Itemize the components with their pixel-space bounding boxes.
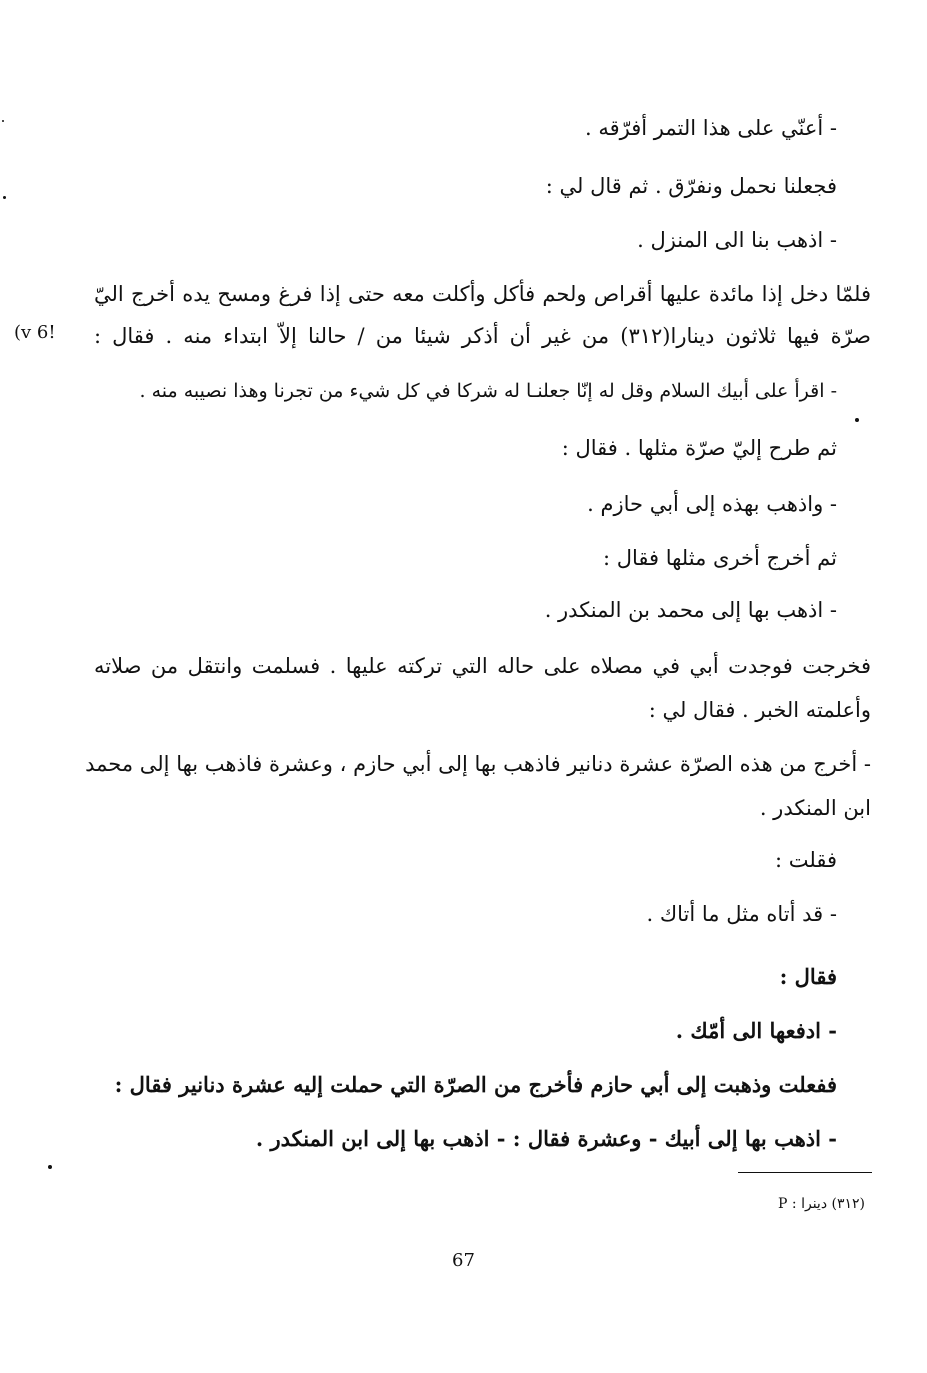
text-line: - أعنّي على هذا التمر أفرّقه .	[585, 116, 837, 140]
text-line: فجعلنا نحمل ونفرّق . ثم قال لي :	[545, 174, 837, 198]
text-line: فقلت :	[775, 848, 837, 872]
footnote: (٣١٢) دينرا : P	[778, 1196, 865, 1212]
text-line: فلمّا دخل إذا مائدة عليها أقراص ولحم فأكل وأكلت معه حتى إذا فرغ ومسح يده أخرج اليّ	[94, 282, 871, 306]
scan-speck	[3, 196, 6, 199]
scan-speck	[48, 1165, 52, 1169]
page-number: 67	[452, 1250, 475, 1271]
text-line: صرّة فيها ثلاثون دينارا(٣١٢) من غير أن أذكر شيئا من / حالنا إلاّ ابتداء منه . فقال :	[94, 324, 872, 348]
text-line: فقال :	[779, 964, 837, 989]
text-line: ثم طرح إليّ صرّة مثلها . فقال :	[561, 436, 837, 460]
text-line: وأعلمته الخبر . فقال لي :	[648, 698, 871, 722]
footnote-separator	[738, 1172, 872, 1173]
text-line: فخرجت فوجدت أبي في مصلاه على حاله التي تركته عليها . فسلمت وانتقل من صلاته	[94, 654, 871, 678]
text-line: - اذهب بها إلى أبيك - وعشرة فقال : - اذهب بها إلى ابن المنكدر .	[255, 1126, 837, 1151]
text-line: - اقرأ على أبيك السلام وقل له إنّا جعلنـا له شركا في كل شيء من تجرنا وهذا نصيبه منه .	[139, 380, 837, 402]
text-line: - أخرج من هذه الصرّة عشرة دنانير فاذهب بها إلى أبي حازم ، وعشرة فاذهب بها إلى محمد	[85, 752, 871, 776]
text-line: - اذهب بنا الى المنزل .	[637, 228, 837, 252]
scan-speck	[2, 120, 4, 122]
margin-folio-note: (v 6!	[14, 322, 56, 343]
text-line: ابن المنكدر .	[759, 796, 871, 820]
text-line: - قد أتاه مثل ما أتاك .	[646, 902, 837, 926]
text-line: - اذهب بها إلى محمد بن المنكدر .	[544, 598, 837, 622]
text-line: ثم أخرج أخرى مثلها فقال :	[602, 546, 837, 570]
scan-speck	[855, 418, 859, 422]
text-line: ففعلت وذهبت إلى أبي حازم فأخرج من الصرّة التي حملت إليه عشرة دنانير فقال :	[114, 1072, 837, 1097]
text-line: - ادفعها الى أمّك .	[675, 1018, 837, 1043]
text-line: - واذهب بهذه إلى أبي حازم .	[587, 492, 837, 516]
